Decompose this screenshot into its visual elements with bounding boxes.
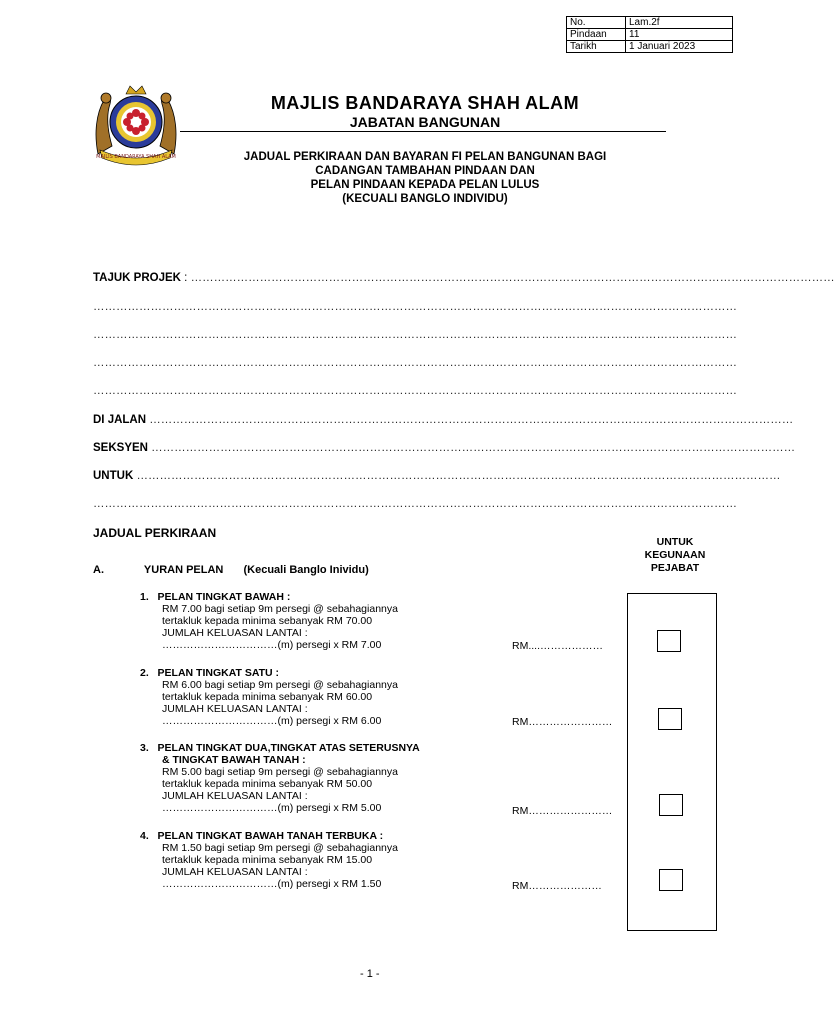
item-rate: RM 1.50 bagi setiap 9m persegi @ sebahagiannya (162, 842, 398, 854)
fill-dots: …………………………………………………………………………………………………………………………………………………… (93, 357, 737, 369)
item-minimum: tertakluk kepada minima sebanyak RM 60.00 (162, 691, 373, 703)
title-line: PELAN PINDAAN KEPADA PELAN LULUS (310, 179, 540, 191)
document-title (160, 150, 690, 206)
department-name: JABATAN BANGUNAN (349, 114, 501, 130)
item-calculation[interactable]: ……………………………(m) persegi x RM 7.00 (162, 639, 382, 651)
fill-dots: …………………………………………………………………………………………………………………………………………………… (190, 272, 835, 284)
section-note: (Kecuali Banglo Inividu) (243, 564, 369, 576)
item-heading: PELAN TINGKAT DUA,TINGKAT ATAS SETERUSNYA (157, 742, 420, 754)
jadual-perkiraan-heading: JADUAL PERKIRAAN (93, 526, 217, 540)
item-number: 4. (140, 830, 149, 842)
tajuk-projek-label: TAJUK PROJEK (93, 272, 181, 284)
office-use-label (630, 536, 720, 575)
item-amount[interactable]: RM…………………… (512, 805, 613, 817)
item-rate: RM 6.00 bagi setiap 9m persegi @ sebahagiannya (162, 679, 398, 691)
fill-dots: …………………………………………………………………………………………………………………………………………………… (149, 414, 794, 426)
ref-row (567, 17, 733, 29)
fee-item (140, 742, 420, 814)
item-calculation[interactable]: ……………………………(m) persegi x RM 5.00 (162, 802, 382, 814)
seksyen-field[interactable] (93, 442, 796, 454)
ref-value: Lam.2f (626, 17, 733, 29)
office-label-line: UNTUK (656, 536, 694, 548)
item-area-label: JUMLAH KELUASAN LANTAI : (162, 627, 308, 639)
section-a-heading (93, 564, 369, 576)
fill-dots: …………………………………………………………………………………………………………………………………………………… (93, 329, 737, 341)
ref-row (567, 41, 733, 53)
office-label-line: PEJABAT (650, 562, 700, 574)
item-amount[interactable]: RM....……………… (512, 640, 603, 652)
svg-text:MAJLIS BANDARAYA SHAH ALAM: MAJLIS BANDARAYA SHAH ALAM (96, 154, 176, 160)
office-label-line: KEGUNAAN (644, 549, 706, 561)
fill-dots: …………………………………………………………………………………………………………………………………………………… (136, 470, 781, 482)
item-heading: PELAN TINGKAT BAWAH : (157, 591, 291, 603)
tajuk-projek-field[interactable] (93, 272, 835, 284)
fee-item (140, 830, 398, 890)
office-checkbox-3[interactable] (659, 794, 683, 816)
item-minimum: tertakluk kepada minima sebanyak RM 15.00 (162, 854, 373, 866)
fee-item (140, 667, 398, 727)
ref-key: Tarikh (567, 41, 626, 53)
title-line: (KECUALI BANGLO INDIVIDU) (342, 193, 508, 205)
item-amount[interactable]: RM…………………… (512, 716, 613, 728)
di-jalan-field[interactable] (93, 414, 794, 426)
fill-dots: …………………………………………………………………………………………………………………………………………………… (93, 498, 737, 510)
di-jalan-label: DI JALAN (93, 414, 147, 426)
item-area-label: JUMLAH KELUASAN LANTAI : (162, 790, 308, 802)
item-number: 1. (140, 591, 149, 603)
page-number: - 1 - (360, 968, 380, 980)
fill-dots: …………………………………………………………………………………………………………………………………………………… (93, 385, 737, 397)
item-heading: PELAN TINGKAT BAWAH TANAH TERBUKA : (157, 830, 384, 842)
untuk-line-2[interactable] (93, 498, 737, 510)
item-rate: RM 5.00 bagi setiap 9m persegi @ sebahagiannya (162, 766, 398, 778)
ref-row (567, 29, 733, 41)
item-calculation[interactable]: ……………………………(m) persegi x RM 6.00 (162, 715, 382, 727)
tajuk-projek-line-2[interactable] (93, 301, 737, 313)
item-area-label: JUMLAH KELUASAN LANTAI : (162, 866, 308, 878)
item-area-label: JUMLAH KELUASAN LANTAI : (162, 703, 308, 715)
header-divider (180, 131, 666, 132)
item-minimum: tertakluk kepada minima sebanyak RM 50.00 (162, 778, 373, 790)
reference-table (566, 16, 733, 53)
item-number: 3. (140, 742, 149, 754)
ref-key: No. (567, 17, 626, 29)
item-heading: PELAN TINGKAT SATU : (157, 667, 280, 679)
council-name: MAJLIS BANDARAYA SHAH ALAM (270, 93, 580, 113)
ref-key: Pindaan (567, 29, 626, 41)
item-calculation[interactable]: ……………………………(m) persegi x RM 1.50 (162, 878, 382, 890)
fee-item (140, 591, 398, 651)
ref-value: 1 Januari 2023 (626, 41, 733, 53)
title-line: JADUAL PERKIRAAN DAN BAYARAN FI PELAN BANGUNAN BAGI (243, 151, 607, 163)
seksyen-label: SEKSYEN (93, 442, 148, 454)
item-heading-cont: & TINGKAT BAWAH TANAH : (162, 754, 306, 766)
tajuk-projek-line-4[interactable] (93, 357, 737, 369)
section-title: YURAN PELAN (143, 564, 224, 576)
item-number: 2. (140, 667, 149, 679)
item-amount[interactable]: RM………………… (512, 880, 602, 892)
section-letter: A. (93, 564, 104, 576)
fill-dots: …………………………………………………………………………………………………………………………………………………… (93, 301, 737, 313)
title-line: CADANGAN TAMBAHAN PINDAAN DAN (315, 165, 535, 177)
item-minimum: tertakluk kepada minima sebanyak RM 70.00 (162, 615, 373, 627)
untuk-field[interactable] (93, 470, 781, 482)
untuk-label: UNTUK (93, 470, 134, 482)
ref-value: 11 (626, 29, 733, 41)
item-rate: RM 7.00 bagi setiap 9m persegi @ sebahagiannya (162, 603, 398, 615)
tajuk-projek-colon: : (184, 272, 188, 284)
tajuk-projek-line-3[interactable] (93, 329, 737, 341)
office-checkbox-1[interactable] (657, 630, 681, 652)
office-checkbox-2[interactable] (658, 708, 682, 730)
office-checkbox-4[interactable] (659, 869, 683, 891)
tajuk-projek-line-5[interactable] (93, 385, 737, 397)
fill-dots: …………………………………………………………………………………………………………………………………………………… (151, 442, 796, 454)
